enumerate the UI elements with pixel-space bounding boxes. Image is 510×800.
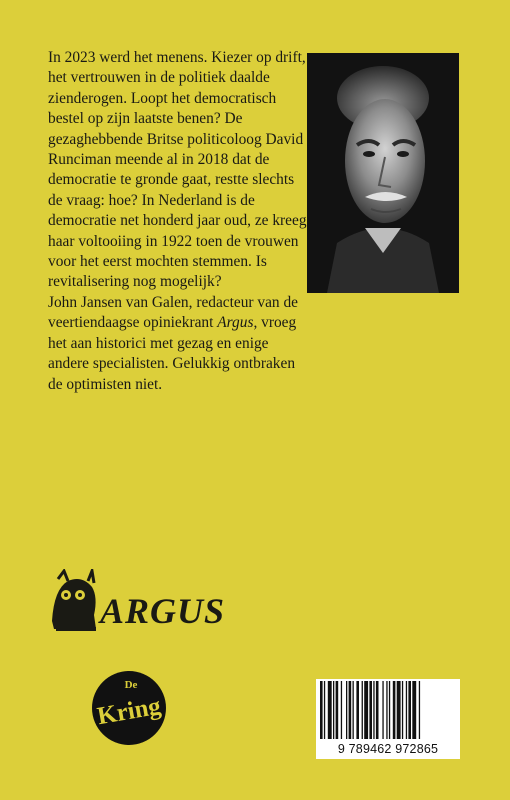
barcode-bar — [336, 681, 339, 739]
barcode-bar — [386, 681, 387, 739]
barcode-bar — [346, 681, 347, 739]
barcode-bar — [393, 681, 396, 739]
barcode-bar — [364, 681, 368, 739]
barcode-bar — [356, 681, 359, 739]
barcode-bar — [362, 681, 363, 739]
barcode-digits: 9 789462 972865 — [337, 742, 439, 756]
barcode-bar — [397, 681, 401, 739]
barcode-bar — [382, 681, 383, 739]
barcode-bar — [389, 681, 390, 739]
author-photo — [307, 53, 459, 293]
barcode-bar — [320, 681, 323, 739]
argus-mascot-logo-image — [48, 569, 228, 633]
isbn-barcode — [316, 679, 460, 759]
barcode-bar — [324, 681, 325, 739]
argus-logo-text: ARGUS — [100, 591, 226, 631]
barcode-bar — [408, 681, 411, 739]
blurb-paragraph-1: In 2023 werd het menens. Kiezer op drift, het vertrouwen in de politiek daalde zienderogen. Loopt het democratisch bestel op zijn laatste benen? De gezaghebbende Britse politicoloog David Runciman meende al in 2018 dat de democratie te gronde gaat, restte slechts de vraag: hoe? In Nederland is de democratie net honderd jaar oud, ze kreeg haar voltooiing in 1922 toen de vrouwen voor het eerst mochten stemmen. Is revitalisering nog mogelijk? — [48, 49, 307, 291]
barcode-bar — [412, 681, 416, 739]
barcode-bar — [333, 681, 334, 739]
barcode-bar — [419, 681, 420, 739]
barcode-bar — [373, 681, 374, 739]
barcode-bar — [328, 681, 332, 739]
barcode-bars — [316, 681, 460, 741]
blurb-p2-prefix: John Jansen van Galen, redacteur van de veertiendaagse opiniekrant — [48, 293, 299, 332]
barcode-bar — [353, 681, 354, 739]
blurb-paragraph-2 — [48, 293, 310, 395]
barcode-bar — [406, 681, 407, 739]
blurb-argus-italic: Argus — [217, 314, 254, 332]
barcode-bar — [376, 681, 379, 739]
author-portrait-image — [307, 53, 459, 293]
argus-logo — [48, 569, 228, 633]
kring-de-text: De — [124, 679, 138, 691]
barcode-bar — [369, 681, 372, 739]
de-kring-logo-image — [92, 671, 166, 745]
blurb-p2-suffix: , vroeg het aan historici met gezag en enige andere specialisten. Gelukkig ontbraken de optimisten niet. — [48, 314, 297, 393]
barcode-bar — [349, 681, 352, 739]
barcode-bar — [402, 681, 403, 739]
kring-name-text: Kring — [95, 692, 163, 731]
de-kring-logo — [92, 671, 166, 745]
barcode-bar — [341, 681, 342, 739]
back-cover-blurb — [48, 48, 310, 395]
